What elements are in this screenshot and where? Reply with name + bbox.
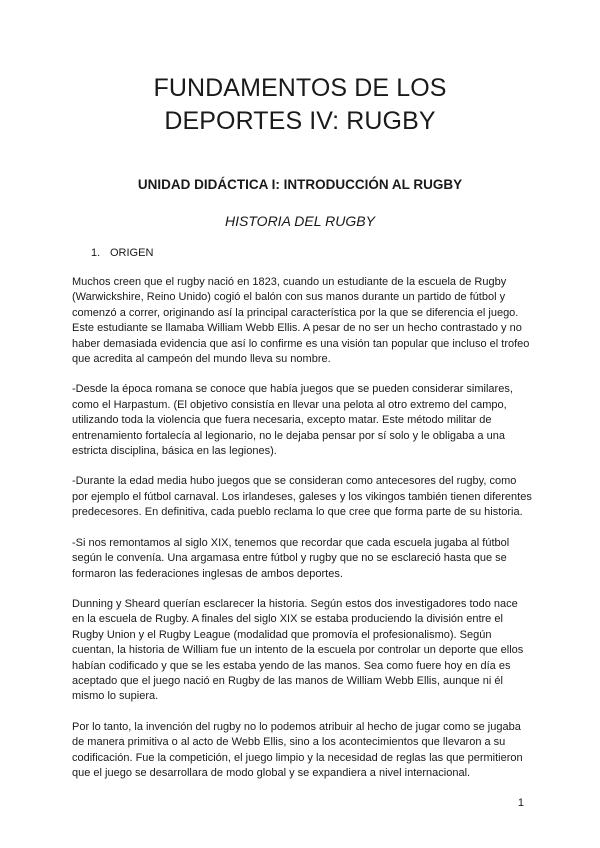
paragraph: -Si nos remontamos al siglo XIX, tenemos que recordar que cada escuela jugaba al fútbol según le convenía. Una argamasa entre fútbol y rugby que no se esclareció hasta que se formaron las federaciones inglesas de ambos deportes. [72, 536, 510, 580]
paragraph: Muchos creen que el rugby nació en 1823, cuando un estudiante de la escuela de Rugby (Warwickshire, Reino Unido) cogió el balón con sus manos durante un partido de fútbol y comenzó a correr, originando así la principal característica por la que se diferencia el juego. Este estudiante se llamaba William Webb Ellis. A pesar de no ser un hecho contrastado y no haber demasiada evidencia que así lo confirme es una visión tan popular que incluso el trofeo que acredita al campeón del mundo lleva su nombre. [72, 276, 530, 366]
document-title-line-1: FUNDAMENTOS DE LOS [153, 74, 447, 102]
page-number: 1 [517, 797, 524, 809]
paragraph: Por lo tanto, la invención del rugby no lo podemos atribuir al hecho de jugar como se jugaba de manera primitiva o al acto de Webb Ellis, sino a los acontecimientos que llevaron a su codificación. Fue la competición, el juego limpio y la necesidad de reglas las que permitieron que el juego se desarrollara de modo global y se expandiera a nivel internacional. [72, 720, 523, 779]
paragraph: Dunning y Sheard querían esclarecer la historia. Según estos dos investigadores todo nace en la escuela de Rugby. A finales del siglo XIX se estaba produciendo la división entre el Rugby Union y el Rugby League (modalidad que promovía el profesionalismo). Según cuentan, la historia de William fue un intento de la escuela por controlar un deporte que ellos habían codificado y que se les estaba yendo de las manos. Sea como fuere hoy en día es aceptado que el juego nació en Rugby de las manos de William Webb Ellis, aunque ni él mismo lo supiera. [72, 597, 524, 703]
paragraph: -Durante la edad media hubo juegos que se consideran como antecesores del rugby, como por ejemplo el fútbol carnaval. Los irlandeses, galeses y los vikingos también tienen diferentes predecesores. En definitiva, cada pueblo reclama lo que cree que forma parte de su historia. [72, 475, 532, 519]
document-title [60, 72, 540, 138]
list-heading [91, 247, 153, 259]
paragraph: -Desde la época romana se conoce que había juegos que se pueden considerar similares, como el Harpastum. (El objetivo consistía en llevar una pelota al otro extremo del campo, utilizando toda la violencia que fuera necesaria, excepto matar. Este método militar de entrenamiento fortalecía al legionario, no le dejaba pensar por sí solo y le obligaba a una estricta disciplina, básica en las legiones). [72, 383, 513, 458]
section-title: HISTORIA DEL RUGBY [225, 213, 375, 229]
document-title-line-2: DEPORTES IV: RUGBY [164, 107, 436, 135]
body-text [72, 275, 532, 796]
list-heading-number: 1. [91, 247, 101, 259]
list-heading-text: ORIGEN [110, 247, 154, 259]
unit-title: UNIDAD DIDÁCTICA I: INTRODUCCIÓN AL RUGBY [137, 177, 463, 192]
